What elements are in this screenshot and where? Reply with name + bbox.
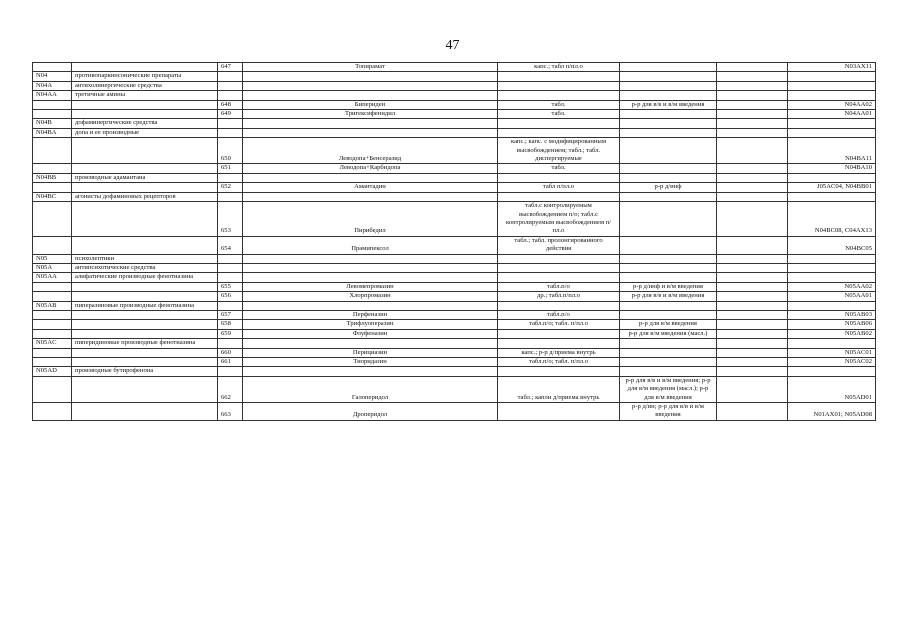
dosage-form-cell: табл.; капли д/приема внутрь	[498, 376, 620, 402]
injection-form-cell	[620, 91, 717, 100]
dosage-form-cell: табл.п/о; табл. п/пл.о	[498, 358, 620, 367]
atc-group-code-cell	[33, 348, 72, 357]
row-number-cell: 651	[218, 164, 243, 173]
table-row	[33, 72, 876, 81]
row-number-cell: 663	[218, 403, 243, 421]
row-number-cell	[218, 72, 243, 81]
row-number-cell	[218, 119, 243, 128]
atc-code-cell: N04AA01	[788, 110, 876, 119]
row-number-cell: 647	[218, 63, 243, 72]
atc-group-code-cell	[33, 282, 72, 291]
injection-form-cell	[620, 128, 717, 137]
drug-name-cell	[243, 119, 498, 128]
atc-group-code-cell	[33, 202, 72, 237]
empty-cell	[717, 91, 788, 100]
group-name-cell	[72, 100, 218, 109]
injection-form-cell	[620, 348, 717, 357]
table-row	[33, 339, 876, 348]
atc-code-cell: N03AX11	[788, 63, 876, 72]
injection-form-cell	[620, 81, 717, 90]
atc-code-cell: N05AC01	[788, 348, 876, 357]
empty-cell	[717, 310, 788, 319]
drug-name-cell	[243, 72, 498, 81]
atc-code-cell	[788, 273, 876, 282]
atc-group-code-cell: N04A	[33, 81, 72, 90]
atc-code-cell	[788, 263, 876, 272]
table-row	[33, 367, 876, 376]
row-number-cell	[218, 81, 243, 90]
group-name-cell	[72, 292, 218, 301]
injection-form-cell	[620, 110, 717, 119]
atc-code-cell: N05AA02	[788, 282, 876, 291]
drug-name-cell: Леводопа+Бенсеразид	[243, 138, 498, 164]
drug-name-cell	[243, 254, 498, 263]
dosage-form-cell: капс.; капс. с модифицированным высвобождением; табл.; табл. диспергируемые	[498, 138, 620, 164]
group-name-cell: антипсихотические средства	[72, 263, 218, 272]
empty-cell	[717, 100, 788, 109]
table-row	[33, 119, 876, 128]
injection-form-cell	[620, 192, 717, 201]
drug-name-cell: Прамипексол	[243, 236, 498, 254]
table-row	[33, 263, 876, 272]
dosage-form-cell	[498, 254, 620, 263]
atc-group-code-cell	[33, 292, 72, 301]
row-number-cell: 652	[218, 183, 243, 192]
empty-cell	[717, 254, 788, 263]
dosage-form-cell	[498, 329, 620, 338]
group-name-cell: третичные амины	[72, 91, 218, 100]
drug-name-cell	[243, 263, 498, 272]
table-row	[33, 192, 876, 201]
table-row	[33, 173, 876, 182]
group-name-cell	[72, 164, 218, 173]
drug-name-cell: Топирамат	[243, 63, 498, 72]
empty-cell	[717, 403, 788, 421]
drug-name-cell: Бипериден	[243, 100, 498, 109]
group-name-cell	[72, 236, 218, 254]
dosage-form-cell: капс.; р-р д/приема внутрь	[498, 348, 620, 357]
group-name-cell: агонисты дофаминовых рецепторов	[72, 192, 218, 201]
injection-form-cell	[620, 310, 717, 319]
row-number-cell	[218, 273, 243, 282]
injection-form-cell	[620, 236, 717, 254]
drug-name-cell: Хлорпромазин	[243, 292, 498, 301]
atc-group-code-cell	[33, 236, 72, 254]
atc-group-code-cell	[33, 310, 72, 319]
atc-group-code-cell	[33, 403, 72, 421]
row-number-cell: 655	[218, 282, 243, 291]
table-row	[33, 292, 876, 301]
atc-code-cell: N04BA11	[788, 138, 876, 164]
atc-code-cell: N05AA01	[788, 292, 876, 301]
dosage-form-cell: табл.	[498, 164, 620, 173]
table-row	[33, 236, 876, 254]
row-number-cell	[218, 339, 243, 348]
injection-form-cell: р-р для в/в и в/м введения	[620, 292, 717, 301]
dosage-form-cell	[498, 91, 620, 100]
table-row	[33, 100, 876, 109]
dosage-form-cell	[498, 173, 620, 182]
empty-cell	[717, 358, 788, 367]
drug-name-cell: Перфеназин	[243, 310, 498, 319]
row-number-cell: 658	[218, 320, 243, 329]
row-number-cell	[218, 91, 243, 100]
table-row	[33, 183, 876, 192]
table-body	[33, 63, 876, 421]
group-name-cell: алифатические производные фенотиазина	[72, 273, 218, 282]
group-name-cell	[72, 202, 218, 237]
empty-cell	[717, 263, 788, 272]
group-name-cell	[72, 358, 218, 367]
table-row	[33, 358, 876, 367]
empty-cell	[717, 183, 788, 192]
row-number-cell: 653	[218, 202, 243, 237]
atc-code-cell	[788, 192, 876, 201]
empty-cell	[717, 138, 788, 164]
empty-cell	[717, 202, 788, 237]
atc-group-code-cell: N04	[33, 72, 72, 81]
group-name-cell	[72, 110, 218, 119]
dosage-form-cell	[498, 301, 620, 310]
group-name-cell: пиперидиновые производные фенотиазина	[72, 339, 218, 348]
dosage-form-cell: табл.; табл. пролонгированного действия	[498, 236, 620, 254]
atc-code-cell: N05AC02	[788, 358, 876, 367]
atc-code-cell	[788, 254, 876, 263]
drug-name-cell	[243, 339, 498, 348]
injection-form-cell	[620, 301, 717, 310]
table-row	[33, 164, 876, 173]
dosage-form-cell: табл.	[498, 110, 620, 119]
table-row	[33, 91, 876, 100]
atc-code-cell	[788, 301, 876, 310]
empty-cell	[717, 72, 788, 81]
atc-code-cell	[788, 173, 876, 182]
group-name-cell: пиперазиновые производные фенотиазина	[72, 301, 218, 310]
atc-code-cell	[788, 367, 876, 376]
empty-cell	[717, 173, 788, 182]
group-name-cell	[72, 376, 218, 402]
drug-name-cell: Левомепромазин	[243, 282, 498, 291]
injection-form-cell	[620, 173, 717, 182]
group-name-cell	[72, 282, 218, 291]
atc-group-code-cell	[33, 376, 72, 402]
atc-code-cell	[788, 128, 876, 137]
atc-group-code-cell: N05A	[33, 263, 72, 272]
dosage-form-cell: др.; табл.п/пл.о	[498, 292, 620, 301]
dosage-form-cell: табл.п/о	[498, 282, 620, 291]
drug-name-cell	[243, 192, 498, 201]
group-name-cell	[72, 310, 218, 319]
table-row	[33, 110, 876, 119]
drug-name-cell	[243, 273, 498, 282]
table-row	[33, 273, 876, 282]
injection-form-cell: р-р для в/в и в/м введения; р-р для в/м введения (масл.); р-р для в/м введения	[620, 376, 717, 402]
drug-name-cell: Амантадин	[243, 183, 498, 192]
dosage-form-cell	[498, 128, 620, 137]
injection-form-cell	[620, 273, 717, 282]
row-number-cell: 657	[218, 310, 243, 319]
injection-form-cell	[620, 358, 717, 367]
empty-cell	[717, 367, 788, 376]
atc-group-code-cell	[33, 63, 72, 72]
empty-cell	[717, 320, 788, 329]
row-number-cell: 650	[218, 138, 243, 164]
atc-group-code-cell	[33, 329, 72, 338]
group-name-cell: производные бутирофенона	[72, 367, 218, 376]
table-row	[33, 128, 876, 137]
row-number-cell	[218, 254, 243, 263]
page-number: 47	[445, 38, 460, 53]
dosage-form-cell: табл.	[498, 100, 620, 109]
atc-group-code-cell: N05AB	[33, 301, 72, 310]
atc-group-code-cell: N04BA	[33, 128, 72, 137]
empty-cell	[717, 236, 788, 254]
drug-name-cell	[243, 128, 498, 137]
empty-cell	[717, 63, 788, 72]
drug-name-cell: Тиоридазин	[243, 358, 498, 367]
empty-cell	[717, 273, 788, 282]
group-name-cell	[72, 183, 218, 192]
table-row	[33, 376, 876, 402]
atc-group-code-cell	[33, 100, 72, 109]
drug-name-cell	[243, 81, 498, 90]
atc-code-cell	[788, 119, 876, 128]
dosage-form-cell	[498, 273, 620, 282]
group-name-cell	[72, 320, 218, 329]
row-number-cell: 654	[218, 236, 243, 254]
drug-list-table	[32, 62, 876, 421]
table-row	[33, 310, 876, 319]
row-number-cell: 660	[218, 348, 243, 357]
injection-form-cell	[620, 202, 717, 237]
atc-group-code-cell	[33, 320, 72, 329]
table-row	[33, 320, 876, 329]
empty-cell	[717, 110, 788, 119]
drug-name-cell: Тригексифенидил	[243, 110, 498, 119]
dosage-form-cell: табл.п/о; табл. п/пл.о	[498, 320, 620, 329]
group-name-cell: допа и ее производные	[72, 128, 218, 137]
atc-group-code-cell	[33, 183, 72, 192]
drug-name-cell	[243, 367, 498, 376]
drug-name-cell	[243, 173, 498, 182]
drug-name-cell	[243, 91, 498, 100]
empty-cell	[717, 292, 788, 301]
dosage-form-cell	[498, 81, 620, 90]
atc-code-cell	[788, 72, 876, 81]
table-row	[33, 348, 876, 357]
empty-cell	[717, 348, 788, 357]
dosage-form-cell: табл.п/о	[498, 310, 620, 319]
atc-code-cell: N05AB02	[788, 329, 876, 338]
injection-form-cell: р-р д/инф и в/м введения	[620, 282, 717, 291]
row-number-cell	[218, 263, 243, 272]
group-name-cell	[72, 63, 218, 72]
group-name-cell: психолептики	[72, 254, 218, 263]
atc-group-code-cell: N04B	[33, 119, 72, 128]
row-number-cell	[218, 367, 243, 376]
dosage-form-cell	[498, 72, 620, 81]
table-row	[33, 81, 876, 90]
injection-form-cell	[620, 263, 717, 272]
dosage-form-cell	[498, 367, 620, 376]
dosage-form-cell: табл.с контролируемым высвобождением п/о; табл.с контролируемым высвобождением п/пл.о	[498, 202, 620, 237]
drug-name-cell: Дроперидол	[243, 403, 498, 421]
drug-name-cell: Галоперидол	[243, 376, 498, 402]
atc-group-code-cell	[33, 358, 72, 367]
dosage-form-cell: табл п/пл.о	[498, 183, 620, 192]
drug-name-cell: Леводопа+Карбидопа	[243, 164, 498, 173]
table-row	[33, 254, 876, 263]
table-row	[33, 329, 876, 338]
row-number-cell: 659	[218, 329, 243, 338]
empty-cell	[717, 192, 788, 201]
group-name-cell	[72, 403, 218, 421]
group-name-cell: антихолинергические средства	[72, 81, 218, 90]
row-number-cell: 661	[218, 358, 243, 367]
injection-form-cell	[620, 367, 717, 376]
injection-form-cell	[620, 72, 717, 81]
table-row	[33, 202, 876, 237]
empty-cell	[717, 81, 788, 90]
drug-name-cell: Флуфеназин	[243, 329, 498, 338]
atc-code-cell: N05AB06	[788, 320, 876, 329]
atc-code-cell	[788, 81, 876, 90]
row-number-cell: 649	[218, 110, 243, 119]
injection-form-cell	[620, 63, 717, 72]
empty-cell	[717, 376, 788, 402]
row-number-cell: 662	[218, 376, 243, 402]
row-number-cell: 656	[218, 292, 243, 301]
dosage-form-cell	[498, 403, 620, 421]
empty-cell	[717, 282, 788, 291]
injection-form-cell: р-р д/инф	[620, 183, 717, 192]
atc-code-cell: J05AC04, N04BB01	[788, 183, 876, 192]
atc-code-cell: N04BC08, C04AX13	[788, 202, 876, 237]
atc-group-code-cell	[33, 164, 72, 173]
atc-group-code-cell	[33, 110, 72, 119]
atc-code-cell: N04BA10	[788, 164, 876, 173]
injection-form-cell	[620, 138, 717, 164]
dosage-form-cell	[498, 192, 620, 201]
table-row	[33, 282, 876, 291]
empty-cell	[717, 164, 788, 173]
group-name-cell	[72, 138, 218, 164]
injection-form-cell	[620, 164, 717, 173]
injection-form-cell: р-р для в/м введения	[620, 320, 717, 329]
drug-name-cell: Перициазин	[243, 348, 498, 357]
dosage-form-cell: капс.; табл п/пл.о	[498, 63, 620, 72]
row-number-cell	[218, 192, 243, 201]
empty-cell	[717, 119, 788, 128]
atc-code-cell: N01AX01; N05AD08	[788, 403, 876, 421]
row-number-cell: 648	[218, 100, 243, 109]
drug-name-cell: Трифлуоперазин	[243, 320, 498, 329]
empty-cell	[717, 339, 788, 348]
atc-group-code-cell: N04BB	[33, 173, 72, 182]
dosage-form-cell	[498, 339, 620, 348]
dosage-form-cell	[498, 263, 620, 272]
atc-code-cell: N04BC05	[788, 236, 876, 254]
atc-code-cell	[788, 91, 876, 100]
atc-group-code-cell: N05AA	[33, 273, 72, 282]
atc-group-code-cell: N05	[33, 254, 72, 263]
table-row	[33, 138, 876, 164]
group-name-cell	[72, 348, 218, 357]
empty-cell	[717, 128, 788, 137]
table-row	[33, 301, 876, 310]
drug-name-cell: Пирибедил	[243, 202, 498, 237]
atc-group-code-cell: N04BC	[33, 192, 72, 201]
table-row	[33, 403, 876, 421]
group-name-cell	[72, 329, 218, 338]
injection-form-cell	[620, 119, 717, 128]
atc-group-code-cell	[33, 138, 72, 164]
empty-cell	[717, 329, 788, 338]
injection-form-cell	[620, 339, 717, 348]
atc-group-code-cell: N04AA	[33, 91, 72, 100]
drug-name-cell	[243, 301, 498, 310]
empty-cell	[717, 301, 788, 310]
atc-code-cell: N04AA02	[788, 100, 876, 109]
group-name-cell: дофаминергические средства	[72, 119, 218, 128]
atc-code-cell: N05AB03	[788, 310, 876, 319]
injection-form-cell: р-р для в/м введения (масл.)	[620, 329, 717, 338]
atc-code-cell: N05AD01	[788, 376, 876, 402]
atc-group-code-cell: N05AC	[33, 339, 72, 348]
injection-form-cell: р-р для в/в и в/м введения	[620, 100, 717, 109]
injection-form-cell: р-р д/ин; р-р для в/в и в/м введения	[620, 403, 717, 421]
atc-group-code-cell: N05AD	[33, 367, 72, 376]
table-row	[33, 63, 876, 72]
atc-code-cell	[788, 339, 876, 348]
group-name-cell: производные адамантана	[72, 173, 218, 182]
dosage-form-cell	[498, 119, 620, 128]
group-name-cell: противопаркинсонические препараты	[72, 72, 218, 81]
row-number-cell	[218, 128, 243, 137]
injection-form-cell	[620, 254, 717, 263]
row-number-cell	[218, 173, 243, 182]
row-number-cell	[218, 301, 243, 310]
